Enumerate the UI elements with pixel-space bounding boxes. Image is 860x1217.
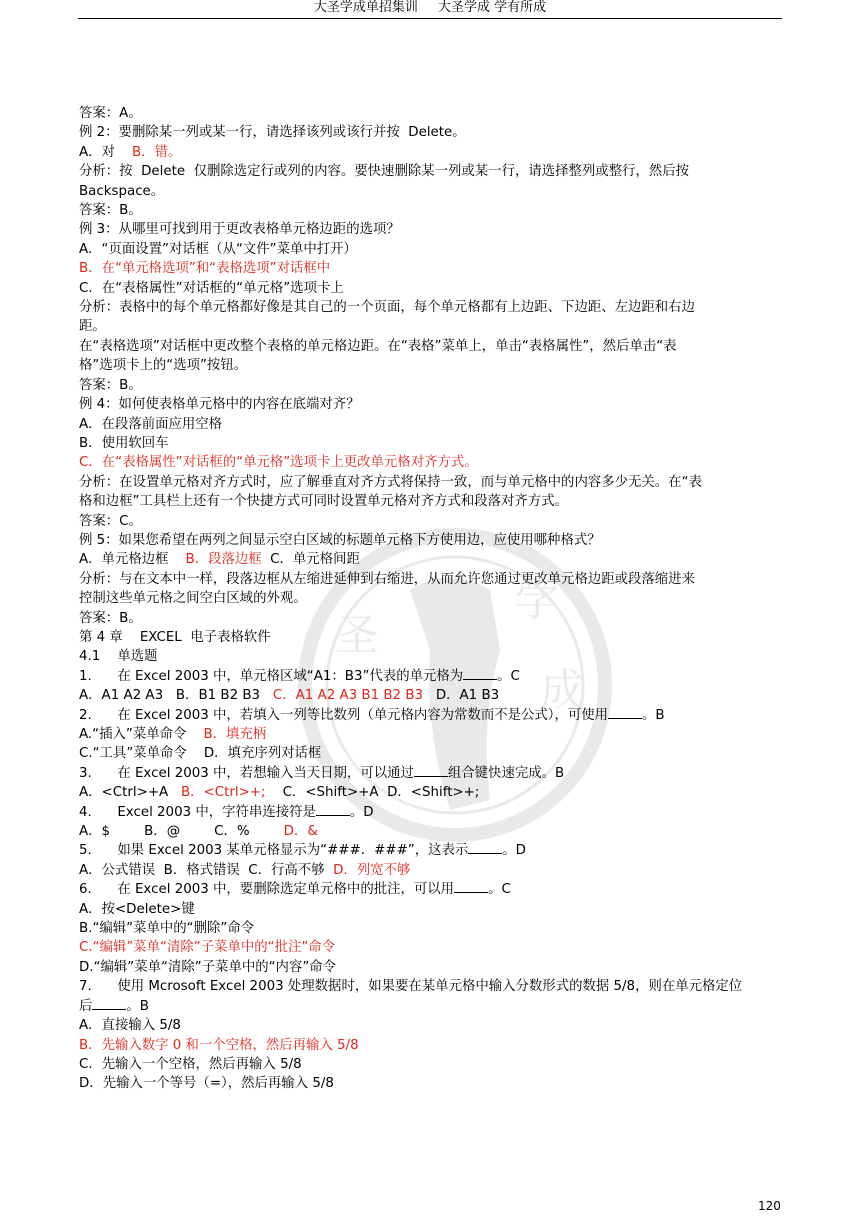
text-segment: 4. Excel 2003 中，字符串连接符是 (79, 804, 316, 820)
text-segment: B.“编辑”菜单中的“删除”命令 (79, 921, 255, 937)
text-segment: A．对 (79, 144, 132, 160)
text-segment: A．$ B．@ C．% (79, 824, 284, 840)
text-segment: 组合键快速完成。B (447, 765, 565, 781)
text-segment: 格和边框”工具栏上还有一个快捷方式可同时设置单元格对齐方式和段落对齐方式。 (79, 494, 568, 510)
answer-highlight: B．错。 (131, 144, 182, 160)
text-line (79, 104, 784, 123)
text-segment: 距。 (79, 319, 106, 335)
text-line (79, 725, 784, 744)
text-segment: 例 2：要删除某一列或某一行，请选择该列或该行并按 Delete。 (79, 125, 466, 141)
text-line (79, 764, 784, 783)
answer-highlight: D．& (283, 824, 318, 840)
text-line (79, 861, 784, 880)
header-left-text: 大圣学成单招集训 (313, 0, 418, 15)
answer-highlight: D．列宽不够 (333, 862, 411, 878)
text-segment: A．直接输入 5/8 (79, 1018, 181, 1034)
answer-highlight: C.“编辑”菜单“清除”子菜单中的“批注”命令 (79, 940, 336, 956)
text-segment: 。B (642, 707, 665, 723)
answer-highlight: C．在“表格属性”对话框的“单元格”选项卡上更改单元格对齐方式。 (79, 455, 478, 471)
text-line (79, 434, 784, 453)
text-segment: C．先输入一个空格，然后再输入 5/8 (79, 1056, 302, 1072)
text-segment: 。B (126, 998, 149, 1014)
text-line (79, 162, 784, 181)
text-line (79, 803, 784, 822)
text-segment: B．使用软回车 (79, 435, 169, 451)
text-segment: 7. 使用 Mcrosoft Excel 2003 处理数据时，如果要在某单元格中输入分数形式的数据 5/8，则在单元格定位 (79, 979, 743, 995)
text-line (79, 376, 784, 395)
page-header (0, 0, 860, 20)
text-segment: A.“插入”菜单命令 (79, 727, 204, 742)
text-line (79, 453, 784, 472)
text-line (79, 143, 784, 162)
text-segment: 答案：B。 (79, 203, 142, 219)
text-line (79, 997, 784, 1016)
text-segment: 分析：在设置单元格对齐方式时，应了解垂直对齐方式将保持一致，而与单元格中的内容多少无关。在“表 (79, 474, 702, 490)
text-line (79, 317, 784, 336)
watermark-char-3: 成 (540, 665, 584, 716)
answer-blank (454, 880, 488, 893)
text-segment: C．单元格间距 (261, 552, 360, 568)
text-line (79, 1055, 784, 1074)
answer-blank (608, 706, 642, 719)
answer-highlight: B．段落边框 (185, 552, 262, 568)
text-segment: A．“页面设置”对话框（从“文件”菜单中打开） (79, 241, 357, 257)
text-line (79, 123, 784, 142)
text-line (79, 550, 784, 569)
text-line (79, 880, 784, 899)
text-line (79, 512, 784, 531)
text-line (79, 201, 784, 220)
answer-highlight: B．<Ctrl>+; (180, 785, 266, 801)
text-segment: D.“编辑”菜单“清除”子菜单中的“内容”命令 (79, 959, 337, 975)
text-segment: 答案：B。 (79, 377, 142, 393)
text-segment: 答案：B。 (79, 610, 142, 626)
text-segment: 5. 如果 Excel 2003 某单元格显示为“###．###”，这表示 (79, 843, 469, 859)
text-line (79, 531, 784, 550)
text-segment: 例 4：如何使表格单元格中的内容在底端对齐？ (79, 397, 360, 413)
text-segment: 后 (79, 998, 93, 1014)
text-line (79, 298, 784, 317)
text-line (79, 1074, 784, 1093)
answer-highlight: B．在“单元格选项”和“表格选项”对话框中 (79, 261, 331, 277)
text-segment: D．先输入一个等号（=），然后再输入 5/8 (79, 1076, 334, 1092)
text-line (79, 647, 784, 666)
watermark-char-2: 学 (515, 575, 559, 626)
document-body (79, 104, 784, 1094)
answer-blank (463, 667, 497, 680)
text-line (79, 938, 784, 957)
text-segment: 分析：与在文本中一样，段落边框从左缩进延伸到右缩进，从而允许您通过更改单元格边距或段落缩进来 (79, 571, 695, 587)
text-segment: Backspace。 (79, 183, 165, 199)
answer-blank (468, 841, 502, 854)
answer-blank (316, 803, 350, 816)
text-line (79, 958, 784, 977)
text-line (79, 977, 784, 996)
text-segment: A．按<Delete>键 (79, 901, 195, 917)
text-line (79, 1036, 784, 1055)
text-line (79, 240, 784, 259)
text-line (79, 356, 784, 375)
text-line (79, 609, 784, 628)
text-line (79, 415, 784, 434)
text-line (79, 279, 784, 298)
text-segment: 。D (502, 843, 526, 859)
text-line (79, 259, 784, 278)
text-segment: 第 4 章 EXCEL 电子表格软件 (79, 629, 271, 645)
text-segment: 答案：C。 (79, 513, 142, 529)
text-line (79, 492, 784, 511)
text-segment: 。D (349, 804, 374, 820)
answer-blank (414, 764, 448, 777)
text-line (79, 337, 784, 356)
header-rule (78, 18, 782, 19)
answer-highlight: B．填充柄 (203, 727, 267, 742)
text-segment: A．单元格边框 (79, 552, 186, 568)
text-segment: A．<Ctrl>+A (79, 785, 181, 801)
text-segment: A．公式错误 B．格式错误 C．行高不够 (79, 862, 334, 878)
text-segment: C．<Shift>+A D．<Shift>+; (265, 785, 480, 801)
text-segment: 4.1 单选题 (79, 649, 158, 665)
text-line (79, 900, 784, 919)
text-line (79, 919, 784, 938)
text-segment: 例 3：从哪里可找到用于更改表格单元格边距的选项？ (79, 222, 400, 238)
text-line (79, 686, 784, 705)
text-segment: 控制这些单元格之间空白区域的外观。 (79, 591, 307, 607)
text-line (79, 744, 784, 763)
text-line (79, 822, 784, 841)
header-right-text: 大圣学成 学有所成 (438, 0, 547, 15)
text-segment: C．在“表格属性”对话框的“单元格”选项卡上 (79, 280, 344, 296)
text-line (79, 841, 784, 860)
text-line (79, 667, 784, 686)
text-segment: 6. 在 Excel 2003 中，要删除选定单元格中的批注，可以用 (79, 882, 455, 898)
text-segment: 。C (488, 882, 511, 898)
text-line (79, 473, 784, 492)
text-segment: A．在段落前面应用空格 (79, 416, 223, 432)
text-segment: 1. 在 Excel 2003 中，单元格区域“A1：B3”代表的单元格为 (79, 668, 464, 684)
page-number: 120 (758, 1199, 781, 1213)
answer-highlight: B．先输入数字 0 和一个空格，然后再输入 5/8 (79, 1037, 359, 1053)
text-segment: 格”选项卡上的“选项”按钮。 (79, 358, 248, 374)
text-line (79, 395, 784, 414)
text-line (79, 589, 784, 608)
text-line (79, 220, 784, 239)
text-line (79, 706, 784, 725)
text-segment: 答案：A。 (79, 106, 142, 121)
text-line (79, 1016, 784, 1035)
text-line (79, 783, 784, 802)
text-segment: 分析：按 Delete 仅删除选定行或列的内容。要快速删除某一列或某一行，请选择整列或整行，然后按 (79, 164, 690, 180)
text-segment: 例 5：如果您希望在两列之间显示空白区域的标题单元格下方使用边，应使用哪种格式？ (79, 532, 601, 548)
text-segment: 在“表格选项”对话框中更改整个表格的单元格边距。在“表格”菜单上，单击“表格属性”，然后单击“表 (79, 338, 677, 354)
text-segment: 分析：表格中的每个单元格都好像是其自己的一个页面，每个单元格都有上边距、下边距、左边距和右边 (79, 300, 695, 316)
text-line (79, 628, 784, 647)
text-segment: A．A1 A2 A3 B．B1 B2 B3 (79, 688, 273, 704)
text-segment: C.“工具”菜单命令 D．填充序列对话框 (79, 746, 322, 762)
answer-blank (92, 997, 126, 1010)
text-segment: 2. 在 Excel 2003 中，若填入一列等比数列（单元格内容为常数而不是公式），可使用 (79, 707, 609, 723)
answer-highlight: C．A1 A2 A3 B1 B2 B3 (272, 688, 424, 704)
text-line (79, 570, 784, 589)
text-segment: 。C (497, 668, 520, 684)
watermark-char-1: 圣 (335, 610, 379, 661)
text-segment: D．A1 B3 (423, 688, 500, 704)
text-segment: 3. 在 Excel 2003 中，若想输入当天日期，可以通过 (79, 765, 414, 781)
text-line (79, 182, 784, 201)
